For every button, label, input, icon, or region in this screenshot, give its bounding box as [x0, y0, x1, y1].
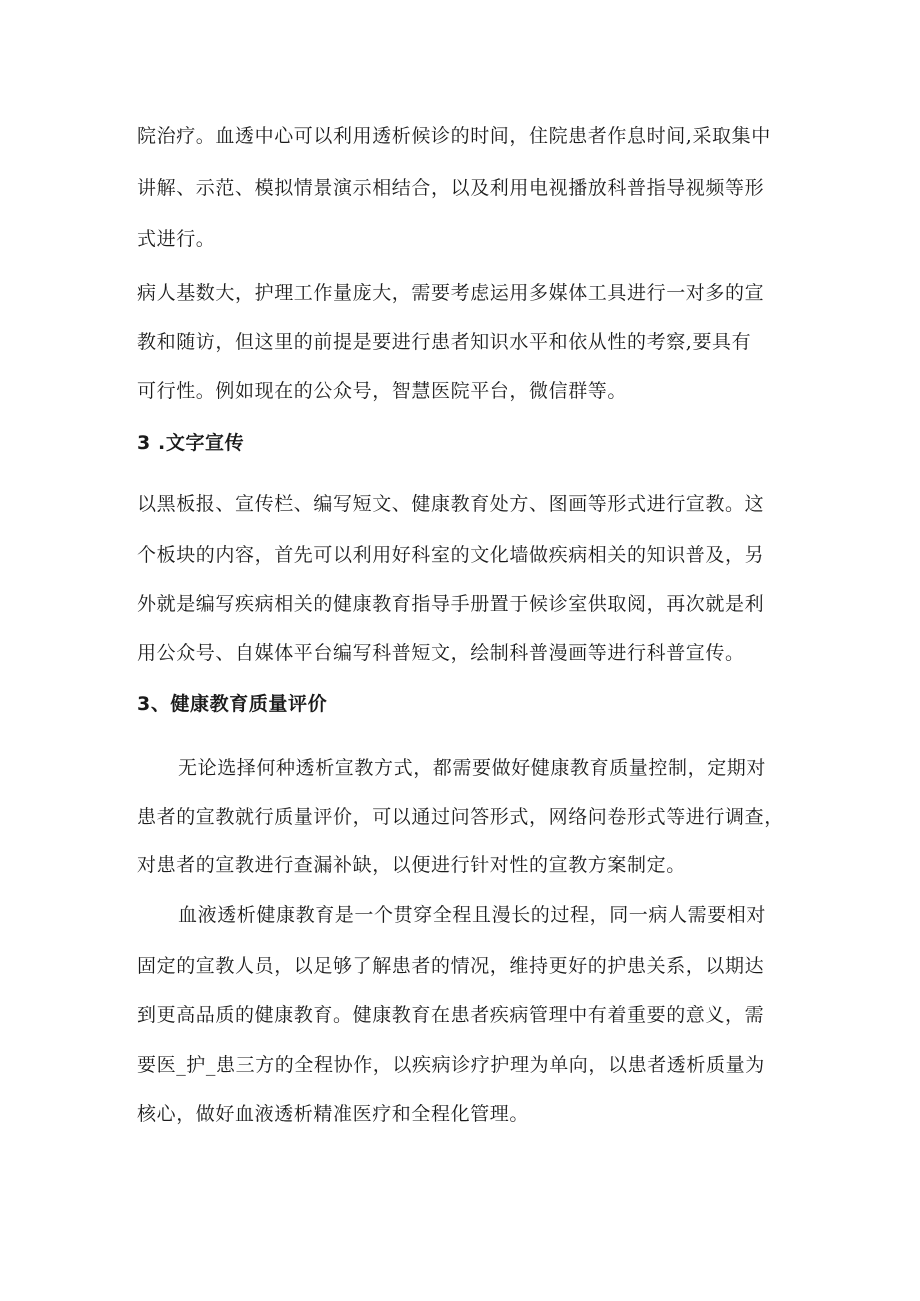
text-line: 要医_护_患三方的全程协作，以疾病诊疗护理为单向，以患者透析质量为 — [137, 1054, 765, 1076]
text-line: 无论选择何种透析宣教方式，都需要做好健康教育质量控制，定期对 — [178, 757, 767, 779]
text-line: 教和随访，但这里的前提是要进行患者知识水平和依从性的考察,要具有 — [137, 331, 752, 353]
heading-quality-evaluation: 3、健康教育质量评价 — [137, 693, 328, 715]
text-line: 患者的宣教就行质量评价，可以通过问答形式，网络问卷形式等进行调查， — [137, 806, 784, 828]
heading-text-promotion: 3 .文字宣传 — [137, 432, 245, 454]
text-line: 式进行。 — [137, 228, 216, 250]
text-line: 可行性。例如现在的公众号，智慧医院平台，微信群等。 — [137, 380, 628, 402]
text-line: 外就是编写疾病相关的健康教育指导手册置于候诊室供取阅，再次就是利 — [137, 593, 765, 615]
text-line: 以黑板报、宣传栏、编写短文、健康教育处方、图画等形式进行宣教。这 — [137, 493, 765, 515]
text-line: 血液透析健康教育是一个贯穿全程且漫长的过程，同一病人需要相对 — [178, 904, 767, 926]
text-line: 用公众号、自媒体平台编写科普短文，绘制科普漫画等进行科普宣传。 — [137, 642, 745, 664]
text-line: 个板块的内容，首先可以利用好科室的文化墙做疾病相关的知识普及，另 — [137, 544, 765, 566]
text-line: 到更高品质的健康教育。健康教育在患者疾病管理中有着重要的意义，需 — [137, 1004, 765, 1026]
text-line: 病人基数大，护理工作量庞大，需要考虑运用多媒体工具进行一对多的宣 — [137, 282, 765, 304]
text-line: 对患者的宣教进行查漏补缺，以便进行针对性的宣教方案制定。 — [137, 854, 686, 876]
text-line: 院治疗。血透中心可以利用透析候诊的时间，住院患者作息时间,采取集中 — [137, 125, 771, 147]
text-line: 核心，做好血液透析精准医疗和全程化管理。 — [137, 1103, 530, 1125]
text-line: 讲解、示范、模拟情景演示相结合，以及利用电视播放科普指导视频等形 — [137, 177, 765, 199]
text-line: 固定的宣教人员，以足够了解患者的情况，维持更好的护患关系，以期达 — [137, 955, 765, 977]
